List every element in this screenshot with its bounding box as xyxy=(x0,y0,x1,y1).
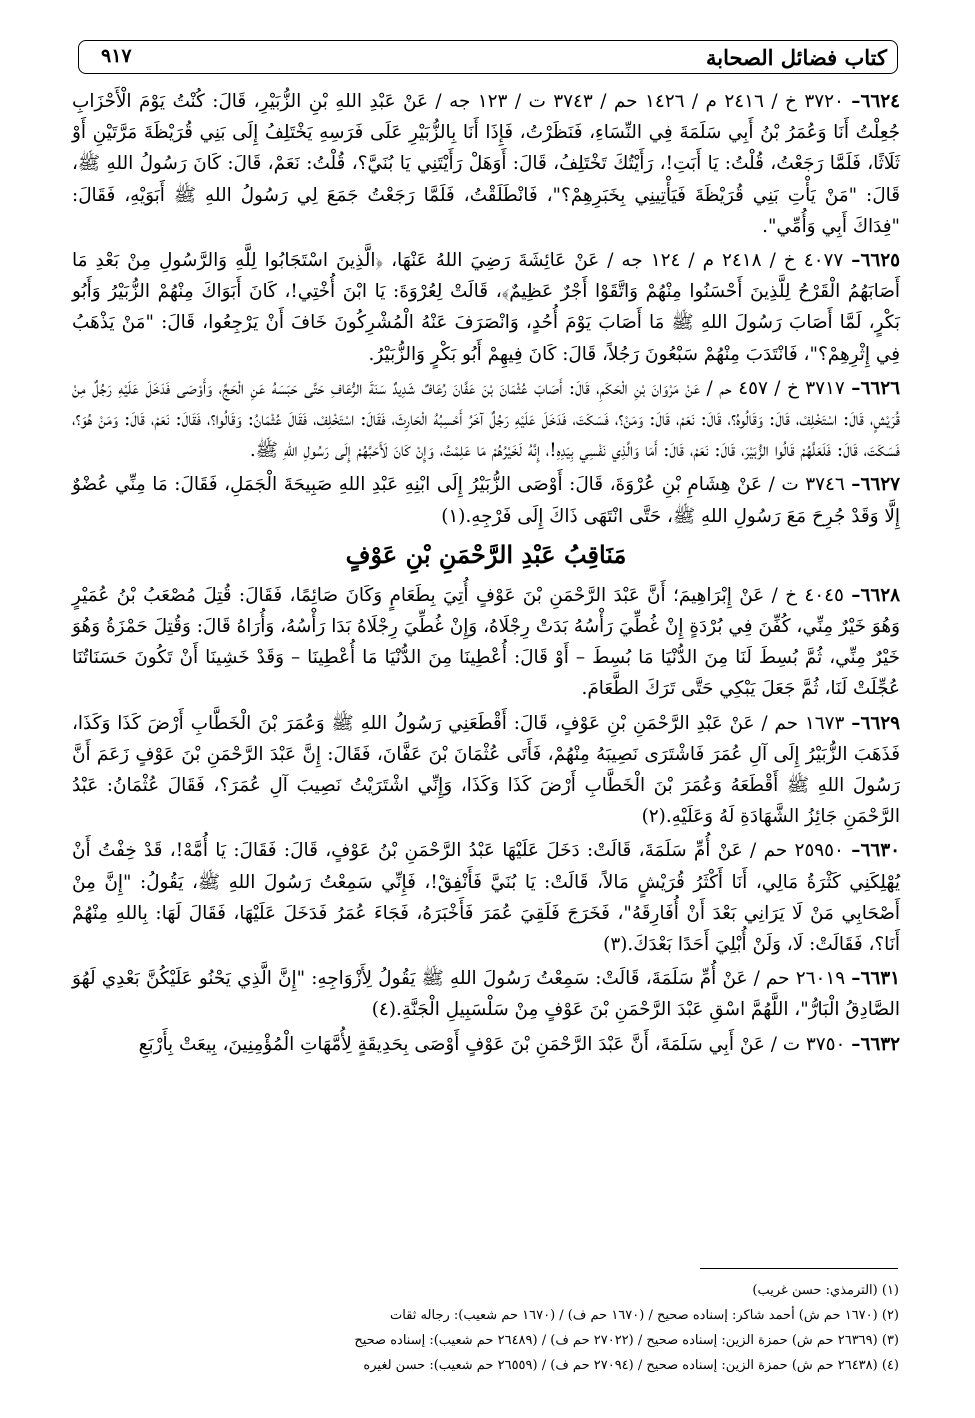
footnotes xyxy=(79,1278,899,1378)
hadith-text: ٤٠٤٥ خ / عَنْ إِبْرَاهِيمَ؛ أَنَّ عَبْدَ الرَّحْمَنِ بْنَ عَوْفٍ أُتِيَ بِطَعَامٍ وَكَانَ صَائِمًا، فَقَالَ: قُتِلَ مُصْعَبُ بْنُ عُمَيْرٍ وَهُوَ خَيْرٌ مِنِّي، كُفِّنَ فِي بُرْدَةٍ إِنْ غُطِّيَ رَأْسُهُ بَدَتْ رِجْلَاهُ، وَإِنْ غُطِّيَ رِجْلَاهُ بَدَا رَأْسُهُ، وَأُرَاهُ قَالَ: وَقُتِلَ حَمْزَةُ وَهُوَ خَيْرٌ مِنِّي، ثُمَّ بُسِطَ لَنَا مِنَ الدُّنْيَا مَا بُسِطَ – أَوْ قَالَ: أُعْطِينَا مِنَ الدُّنْيَا مَا أُعْطِينَا – وَقَدْ خَشِينَا أَنْ تَكُونَ حَسَنَاتُنَا عُجِّلَتْ لَنَا، ثُمَّ جَعَلَ يَبْكِي حَتَّى تَرَكَ الطَّعَامَ. xyxy=(72,584,900,700)
footnote: (٤) (٢٦٤٣٨ حم ش) حمزة الزين: إسناده صحيح / (٢٧٠٩٤ حم ف) / (٢٦٥٥٩ حم شعيب): حسن لغيره xyxy=(363,1358,899,1373)
hadith-text: ٣٧٥٠ ت / عَنْ أَبِي سَلَمَةَ، أَنَّ عَبْدَ الرَّحْمَنِ بْنَ عَوْفٍ أَوْصَى بِحَدِيقَةٍ لِأُمَّهَاتِ الْمُؤْمِنِينَ، بِيعَتْ بِأَرْبَعِ xyxy=(138,1033,846,1055)
hadith-entry xyxy=(72,963,900,1025)
book-title: كتاب فضائل الصحابة xyxy=(705,45,887,70)
hadith-entry xyxy=(72,469,900,531)
hadith-entry xyxy=(72,580,900,705)
footnote: (١) (الترمذي: حسن غريب) xyxy=(752,1283,899,1298)
hadith-text: ٢٦٠١٩ حم / عَنْ أُمِّ سَلَمَةَ، قَالَتْ: سَمِعْتُ رَسُولَ اللهِ ﷺ يَقُولُ لِأَزْوَاجِهِ: "إِنَّ الَّذِي يَحْنُو عَلَيْكُنَّ بَعْدِي لَهُوَ الصَّادِقُ الْبَارُّ"، اللَّهُمَّ اسْقِ عَبْدَ الرَّحْمَنِ بْنَ عَوْفٍ مِنْ سَلْسَبِيلِ الْجَنَّةِ.(٤) xyxy=(72,968,900,1021)
hadith-entry xyxy=(72,373,900,467)
hadith-entry xyxy=(72,245,900,370)
hadith-number: ٦٦٢٨– xyxy=(851,584,900,606)
section-heading: مَنَاقِبُ عَبْدِ الرَّحْمَنِ بْنِ عَوْفٍ xyxy=(345,539,627,569)
hadith-entry xyxy=(72,1029,900,1060)
hadith-number: ٦٦٣٠– xyxy=(851,840,900,862)
hadith-text: ٣٧١٧ خ / ٤٥٧ حم / عَنْ مَرْوَانَ بْنِ الْحَكَمِ، قَالَ: أَصَابَ عُثْمَانَ بْنَ عَفَّانَ رُعَافٌ شَدِيدٌ سَنَةَ الرُّعَافِ حَتَّى حَبَسَهُ عَنِ الْحَجِّ، وَأَوْصَى فَدَخَلَ عَلَيْهِ رَجُلٌ مِنْ قُرَيْشٍ، قَالَ: اسْتَخْلِفْ، قَالَ: وَقَالُوهُ؟، قَالَ: نَعَمْ، قَالَ: وَمَنْ؟، فَسَكَتَ، فَدَخَلَ عَلَيْهِ رَجُلٌ آخَرُ أَحْسِبُهُ الْحَارِثَ، فَقَالَ: اسْتَخْلِفْ، فَقَالَ عُثْمَانُ: وَقَالُوا؟، فَقَالَ: نَعَمْ، قَالَ: وَمَنْ هُوَ؟، فَسَكَتَ، قَالَ: فَلَعَلَّهُمْ قَالُوا الزُّبَيْرَ، قَالَ: نَعَمْ، قَالَ: أَمَا وَالَّذِي نَفْسِي بِيَدِهِ!، إِنَّهُ لَخَيْرُهُمْ مَا عَلِمْتُ، وَإِنْ كَانَ لَأَحَبَّهُمْ إِلَى رَسُولِ اللهِ ﷺ. xyxy=(72,377,900,462)
hadith-text: ٣٧٢٠ خ / ٢٤١٦ م / ١٤٢٦ حم / ٣٧٤٣ ت / ١٢٣ جه / عَنْ عَبْدِ اللهِ بْنِ الزُّبَيْرِ، قَالَ: كُنْتُ يَوْمَ الْأَحْزَابِ جُعِلْتُ أَنَا وَعُمَرُ بْنُ أَبِي سَلَمَةَ فِي النِّسَاءِ، فَنَظَرْتُ، فَإِذَا أَنَا بِالزُّبَيْرِ عَلَى فَرَسِهِ يَخْتَلِفُ إِلَى بَنِي قُرَيْظَةَ مَرَّتَيْنِ أَوْ ثَلَاثًا، فَلَمَّا رَجَعْتُ، قُلْتُ: يَا أَبَتِ!، رَأَيْتُكَ تَخْتَلِفُ، قَالَ: أَوَهَلْ رَأَيْتَنِي يَا بُنَيَّ؟، قُلْتُ: نَعَمْ، قَالَ: كَانَ رَسُولُ اللهِ ﷺ، قَالَ: "مَنْ يَأْتِ بَنِي قُرَيْظَةَ فَيَأْتِينِي بِخَبَرِهِمْ؟"، فَانْطَلَقْتُ، فَلَمَّا رَجَعْتُ جَمَعَ لِي رَسُولُ اللهِ ﷺ أَبَوَيْهِ، فَقَالَ: "فِدَاكَ أَبِي وَأُمِّي". xyxy=(72,91,900,237)
hadith-number: ٦٦٢٩– xyxy=(851,712,900,734)
footnote-separator xyxy=(700,1268,898,1269)
running-header xyxy=(78,40,898,74)
hadith-number: ٦٦٣٢– xyxy=(851,1033,900,1055)
hadith-entry xyxy=(72,708,900,833)
hadith-text: ٣٧٤٦ ت / عَنْ هِشَامِ بْنِ عُرْوَةَ، قَالَ: أَوْصَى الزُّبَيْرُ إِلَى ابْنِهِ عَبْدِ اللهِ صَبِيحَةَ الْجَمَلِ، فَقَالَ: مَا مِنِّي عُضْوٌ إِلَّا وَقَدْ جُرِحَ مَعَ رَسُولِ اللهِ ﷺ، حَتَّى انْتَهَى ذَاكَ إِلَى فَرْجِهِ.(١) xyxy=(72,474,900,527)
page-body xyxy=(72,86,900,1063)
hadith-text: ٤٠٧٧ خ / ٢٤١٨ م / ١٢٤ جه / عَنْ عَائِشَةَ رَضِيَ اللهُ عَنْهَا، ﴿الَّذِينَ اسْتَجَابُوا لِلَّهِ وَالرَّسُولِ مِنْ بَعْدِ مَا أَصَابَهُمُ الْقَرْحُ لِلَّذِينَ أَحْسَنُوا مِنْهُمْ وَاتَّقَوْا أَجْرٌ عَظِيمٌ﴾، قَالَتْ لِعُرْوَةَ: يَا ابْنَ أُخْتِي!، كَانَ أَبَوَاكَ مِنْهُمْ الزُّبَيْرُ وَأَبُو بَكْرٍ، لَمَّا أَصَابَ رَسُولَ اللهِ ﷺ مَا أَصَابَ يَوْمَ أُحُدٍ، وَانْصَرَفَ عَنْهُ الْمُشْرِكُونَ خَافَ أَنْ يَرْجِعُوا، قَالَ: "مَنْ يَذْهَبُ فِي إِثْرِهِمْ؟"، فَانْتَدَبَ مِنْهُمْ سَبْعُونَ رَجُلاً، قَالَ: كَانَ فِيهِمْ أَبُو بَكْرٍ وَالزُّبَيْرُ. xyxy=(72,250,900,365)
page-number: ٩١٧ xyxy=(101,45,132,67)
hadith-number: ٦٦٣١– xyxy=(851,968,900,990)
hadith-number: ٦٦٢٦– xyxy=(851,377,900,399)
hadith-entry xyxy=(72,835,900,960)
footnote: (٢) (١٦٧٠ حم ش) أحمد شاكر: إسناده صحيح / (١٦٧٠ حم ف) / (١٦٧٠ حم شعيب): رجاله ثقات xyxy=(390,1308,899,1323)
hadith-entry xyxy=(72,86,900,242)
hadith-number: ٦٦٢٥– xyxy=(851,250,900,272)
hadith-number: ٦٦٢٤– xyxy=(851,91,901,112)
footnote: (٣) (٢٦٣٦٩ حم ش) حمزة الزين: إسناده صحيح / (٢٧٠٢٢ حم ف) / (٢٦٤٨٩ حم شعيب): إسناده صحيح xyxy=(354,1333,899,1348)
hadith-text: ١٦٧٣ حم / عَنْ عَبْدِ الرَّحْمَنِ بْنِ عَوْفٍ، قَالَ: أَقْطَعَنِي رَسُولُ اللهِ ﷺ وَعُمَرَ بْنَ الْخَطَّابِ أَرْضَ كَذَا وَكَذَا، فَذَهَبَ الزُّبَيْرُ إِلَى آلِ عُمَرَ فَاشْتَرَى نَصِيبَهُ مِنْهُمْ، فَأَتَى عُثْمَانَ بْنَ عَفَّانَ، فَقَالَ: إِنَّ عَبْدَ الرَّحْمَنِ بْنَ عَوْفٍ زَعَمَ أَنَّ رَسُولَ اللهِ ﷺ أَقْطَعَهُ وَعُمَرَ بْنَ الْخَطَّابِ أَرْضَ كَذَا وَكَذَا، وَإِنِّي اشْتَرَيْتُ نَصِيبَ آلِ عُمَرَ؟، فَقَالَ عُثْمَانُ: عَبْدُ الرَّحْمَنِ جَائِزُ الشَّهَادَةِ لَهُ وَعَلَيْهِ.(٢) xyxy=(72,712,900,828)
hadith-text: ٢٥٩٥٠ حم / عَنْ أُمِّ سَلَمَةَ، قَالَتْ: دَخَلَ عَلَيْهَا عَبْدُ الرَّحْمَنِ بْنُ عَوْفٍ، قَالَ: فَقَالَ: يَا أُمَّهْ!، قَدْ خِفْتُ أَنْ يُهْلِكَنِي كَثْرَةُ مَالِي، أَنَا أَكْثَرُ قُرَيْشٍ مَالاً، قَالَتْ: يَا بُنَيَّ فَأَنْفِقْ!، فَإِنِّي سَمِعْتُ رَسُولَ اللهِ ﷺ، يَقُولُ: "إِنَّ مِنْ أَصْحَابِي مَنْ لَا يَرَانِي بَعْدَ أَنْ أُفَارِقَهُ"، فَخَرَجَ فَلَقِيَ عُمَرَ فَأَخْبَرَهُ، فَجَاءَ عُمَرُ فَدَخَلَ عَلَيْهَا، فَقَالَ لَهَا: بِاللهِ مِنْهُمْ أَنَا؟، فَقَالَتْ: لَا، وَلَنْ أُبْلِيَ أَحَدًا بَعْدَكَ.(٣) xyxy=(72,840,900,956)
hadith-number: ٦٦٢٧– xyxy=(851,474,900,496)
